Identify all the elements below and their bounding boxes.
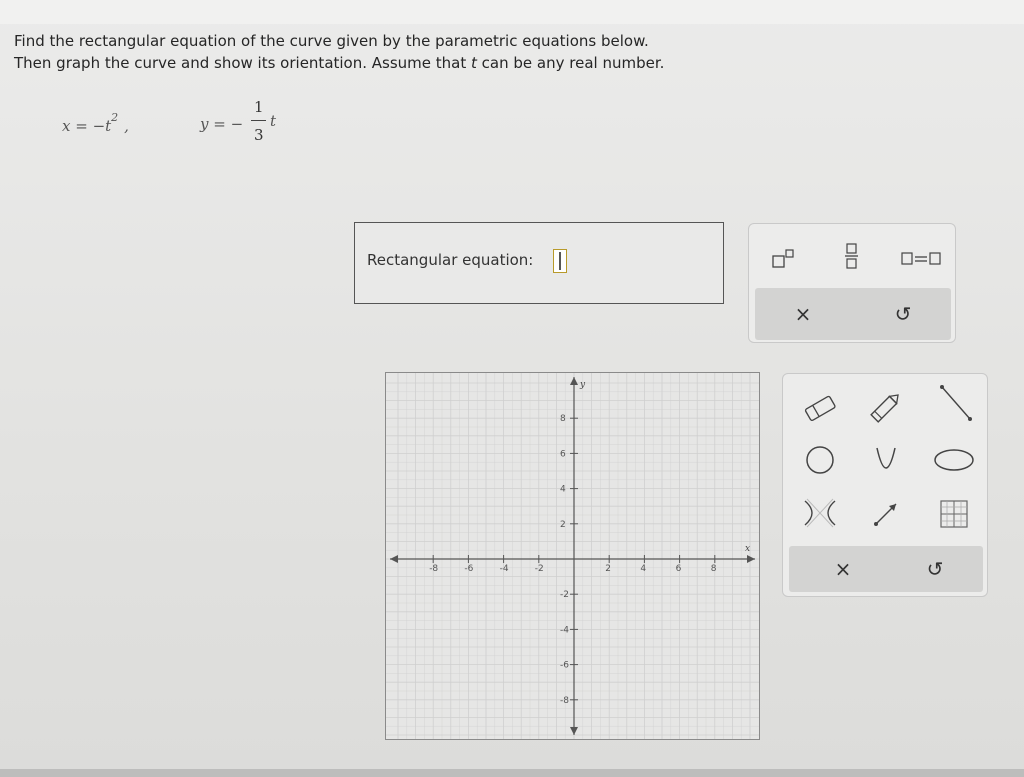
- x-axis-arrow-right: [747, 555, 755, 563]
- y-tick-label: -2: [560, 590, 569, 601]
- answer-box: [354, 222, 724, 304]
- grid-settings-button[interactable]: [933, 494, 975, 534]
- y-fraction-denominator: 3: [254, 126, 264, 144]
- y-tick-label: 4: [560, 484, 566, 495]
- x-tick-label: -4: [499, 564, 509, 574]
- math-palette-actions: [755, 288, 951, 340]
- answer-label: Rectangular equation:: [367, 251, 534, 269]
- y-tick-label: 6: [560, 449, 566, 460]
- undo-answer-button[interactable]: ↺: [894, 302, 912, 326]
- x-axis-arrow-left: [390, 555, 398, 563]
- x-equation: [62, 111, 129, 135]
- x-separator: ,: [124, 117, 129, 135]
- x-tick-label: 8: [710, 564, 717, 574]
- x-equation-text: x = −t: [62, 117, 112, 135]
- clear-answer-button[interactable]: ×: [794, 302, 812, 326]
- pencil-icon: [866, 389, 906, 425]
- x-exponent: 2: [111, 111, 119, 124]
- problem-line-1: Find the rectangular equation of the curve given by the parametric equations below.: [14, 32, 649, 50]
- line-segment-icon: [934, 381, 978, 425]
- y-equation: [200, 115, 243, 133]
- math-palette: [748, 223, 956, 343]
- answer-input[interactable]: [553, 249, 567, 273]
- problem-statement: [14, 30, 664, 74]
- y-equation-text: y = −: [200, 115, 244, 133]
- x-tick-label: 4: [640, 564, 647, 574]
- x-tick-label: -8: [429, 564, 439, 574]
- circle-icon: [802, 442, 838, 478]
- y-fraction-numerator: 1: [254, 98, 264, 116]
- ray-icon: [868, 496, 904, 532]
- graph-tool-actions: [789, 546, 983, 592]
- superscript-button[interactable]: [767, 246, 801, 272]
- y-tick-label: 2: [560, 519, 566, 530]
- line-segment-button[interactable]: [933, 380, 979, 426]
- fraction-icon: [842, 241, 862, 271]
- y-fraction-bar: [251, 120, 266, 121]
- pencil-button[interactable]: [863, 386, 909, 428]
- fraction-button[interactable]: [837, 238, 867, 274]
- ray-button[interactable]: [865, 494, 907, 534]
- graph-area[interactable]: [385, 372, 760, 740]
- hyperbola-button[interactable]: [797, 492, 843, 534]
- x-tick-label: -2: [534, 564, 544, 574]
- undo-graph-button[interactable]: ↺: [926, 557, 944, 581]
- x-tick-label: 2: [605, 564, 611, 574]
- circle-button[interactable]: [799, 440, 841, 480]
- x-tick-label: -6: [464, 564, 474, 574]
- problem-line-2-text: Then graph the curve and show its orientation. Assume that: [14, 54, 472, 72]
- x-axis-label: x: [745, 544, 751, 554]
- top-band: [0, 0, 1024, 24]
- ellipse-icon: [931, 445, 977, 475]
- problem-line-2-end: can be any real number.: [476, 54, 665, 72]
- problem-line-2: [14, 52, 664, 74]
- y-tick-label: -8: [560, 695, 569, 706]
- coordinate-grid[interactable]: [386, 373, 759, 739]
- y-axis-arrow-down: [570, 727, 578, 735]
- y-tick-label: 8: [560, 414, 566, 425]
- eraser-icon: [800, 391, 840, 425]
- graph-tool-palette: [782, 373, 988, 597]
- equation-icon: [900, 249, 944, 269]
- clear-graph-button[interactable]: ×: [834, 557, 852, 581]
- variable-t: t: [471, 54, 477, 72]
- eraser-button[interactable]: [797, 388, 843, 428]
- y-variable: t: [270, 112, 277, 130]
- parabola-icon: [868, 442, 904, 478]
- parabola-button[interactable]: [865, 440, 907, 480]
- superscript-icon: [769, 248, 799, 270]
- x-tick-label: 6: [675, 564, 682, 574]
- y-tick-label: -4: [560, 625, 569, 636]
- bottom-edge: [0, 769, 1024, 777]
- ellipse-button[interactable]: [929, 442, 979, 478]
- equation-button[interactable]: [899, 246, 945, 272]
- grid-settings-icon: [937, 497, 971, 531]
- hyperbola-icon: [799, 493, 841, 533]
- y-tick-label: -6: [560, 660, 569, 671]
- y-axis-label: y: [580, 380, 586, 390]
- y-axis-arrow-up: [570, 377, 578, 385]
